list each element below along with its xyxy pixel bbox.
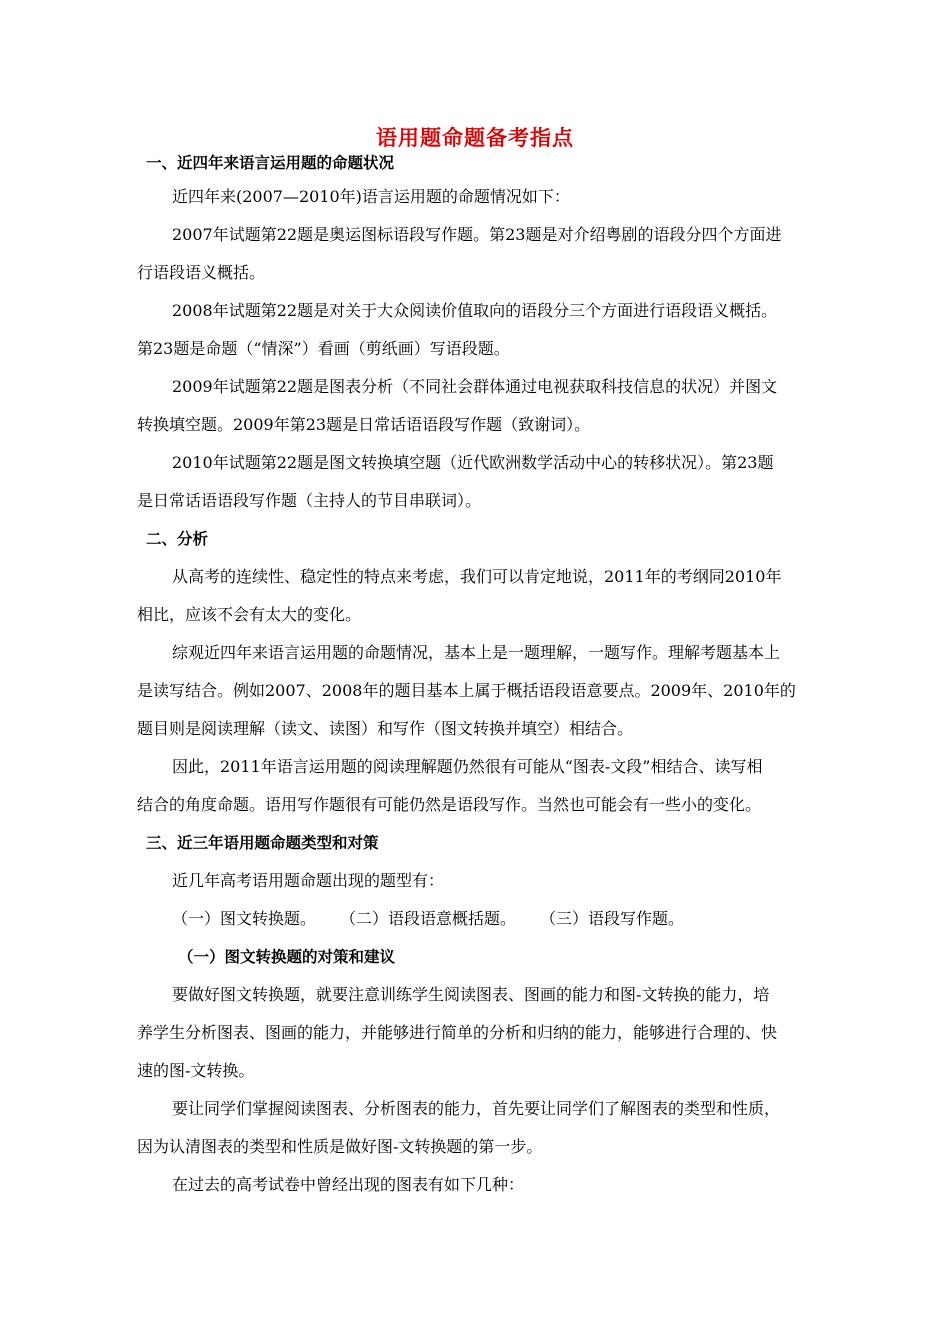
paragraph-line: 综观近四年来语言运用题的命题情况，基本上是一题理解，一题写作。理解考题基本上 — [172, 643, 781, 662]
paragraph-line: 是日常话语语段写作题（主持人的节目串联词）。 — [137, 491, 482, 510]
page-title: 语用题命题备考指点 — [376, 126, 574, 150]
section-heading-1: 一、近四年来语言运用题的命题状况 — [146, 154, 395, 172]
paragraph-line: 2007年试题第22题是奥运图标语段写作题。第23题是对介绍粤剧的语段分四个方面进 — [172, 225, 782, 244]
paragraph-line: 在过去的高考试卷中曾经出现的图表有如下几种： — [172, 1175, 525, 1194]
question-type-item: （三）语段写作题。 — [540, 909, 685, 928]
section-heading-3: 三、近三年语用题命题类型和对策 — [146, 834, 379, 852]
paragraph-line: 近四年来(2007—2010年)语言运用题的命题情况如下： — [172, 187, 570, 206]
question-type-item: （二）语段语意概括题。 — [340, 909, 517, 928]
paragraph-line: 2008年试题第22题是对关于大众阅读价值取向的语段分三个方面进行语段语义概括。 — [172, 301, 778, 320]
question-types-list — [172, 909, 852, 929]
paragraph-line: 近几年高考语用题命题出现的题型有： — [172, 871, 445, 890]
question-type-item: （一）图文转换题。 — [172, 909, 317, 928]
paragraph-line: 2009年试题第22题是图表分析（不同社会群体通过电视获取科技信息的状况）并图文 — [172, 377, 778, 396]
paragraph-line: 要做好图文转换题，就要注意训练学生阅读图表、图画的能力和图-文转换的能力，培 — [172, 985, 770, 1004]
paragraph-line: 相比，应该不会有太大的变化。 — [137, 605, 362, 624]
paragraph-line: 第23题是命题（“情深”）看画（剪纸画）写语段题。 — [137, 339, 510, 358]
paragraph-line: 题目则是阅读理解（读文、读图）和写作（图文转换并填空）相结合。 — [137, 719, 634, 738]
paragraph-line: 因为认清图表的类型和性质是做好图-文转换题的第一步。 — [137, 1137, 543, 1156]
paragraph-line: 要让同学们掌握阅读图表、分析图表的能力，首先要让同学们了解图表的类型和性质， — [172, 1099, 781, 1118]
paragraph-line: 速的图-文转换。 — [137, 1061, 255, 1080]
paragraph-line: 转换填空题。2009年第23题是日常话语语段写作题（致谢词）。 — [137, 415, 591, 434]
paragraph-line: 养学生分析图表、图画的能力，并能够进行简单的分析和归纳的能力，能够进行合理的、快 — [137, 1023, 778, 1042]
paragraph-line: 因此，2011年语言运用题的阅读理解题仍然很有可能从“图表-文段”相结合、读写相 — [172, 757, 763, 776]
paragraph-line: 是读写结合。例如2007、2008年的题目基本上属于概括语段语意要点。2009年、2010年的 — [137, 681, 796, 700]
paragraph-line: 行语段语义概括。 — [137, 263, 266, 282]
paragraph-line: 2010年试题第22题是图文转换填空题（近代欧洲数学活动中心的转移状况）。第23题 — [172, 453, 774, 472]
section-heading-2: 二、分析 — [146, 530, 209, 548]
paragraph-line: 结合的角度命题。语用写作题很有可能仍然是语段写作。当然也可能会有一些小的变化。 — [137, 795, 762, 814]
paragraph-line: 从高考的连续性、稳定性的特点来考虑，我们可以肯定地说，2011年的考纲同2010年 — [172, 567, 782, 586]
subsection-heading: （一）图文转换题的对策和建议 — [178, 948, 396, 966]
